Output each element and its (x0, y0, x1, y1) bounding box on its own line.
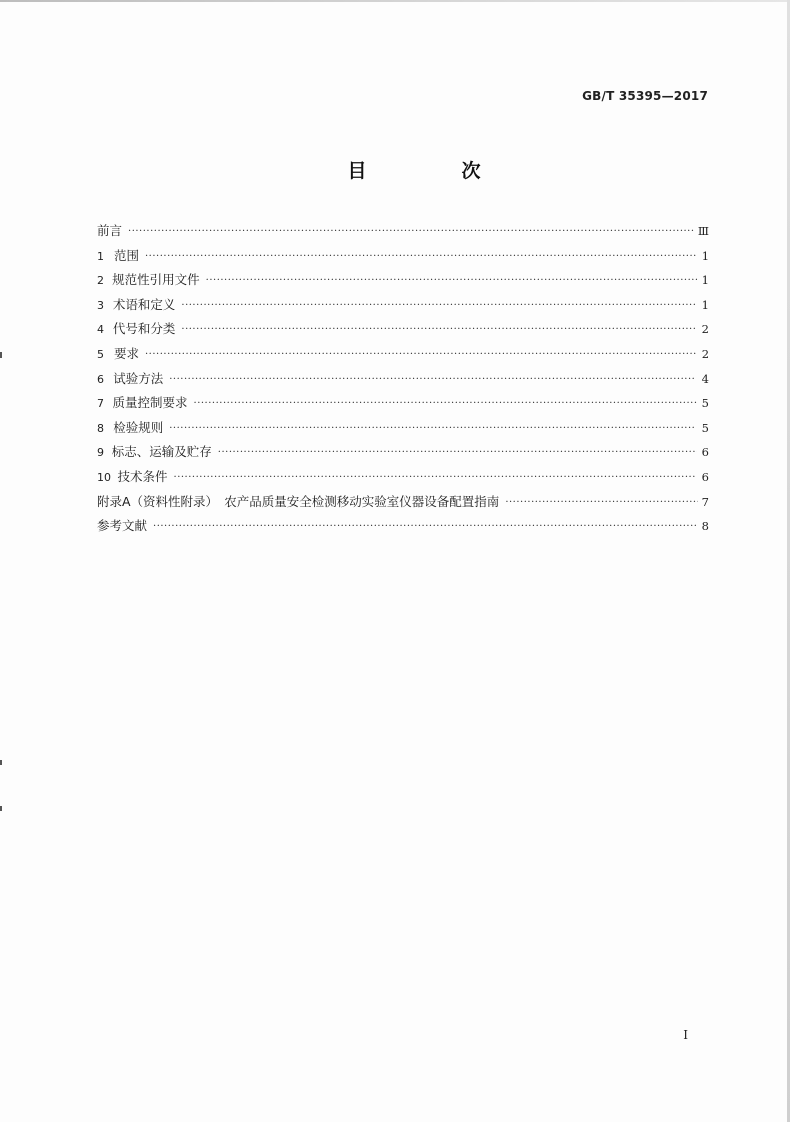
toc-entry-label: 质量控制要求 (112, 395, 188, 411)
toc-entry-label: 前言 (97, 223, 123, 238)
toc-title: 目 次 (347, 160, 519, 182)
toc-entry-page: Ⅲ (697, 224, 709, 238)
toc-entry[interactable] (97, 490, 709, 515)
toc-entry-label: 技术条件 (117, 468, 168, 484)
toc-entry-number: 4 (97, 323, 104, 337)
toc-entry-label: 范围 (113, 247, 139, 263)
toc-entry-number: 7 (97, 397, 104, 411)
toc-entry[interactable] (97, 465, 709, 490)
toc-entry[interactable] (97, 440, 709, 465)
toc-leader-dots (169, 417, 696, 442)
standard-code: GB/T 35395—2017 (582, 89, 708, 103)
toc-entry-page: 2 (701, 346, 710, 361)
toc-entry-number: 5 (97, 347, 104, 361)
toc-leader-dots (194, 392, 697, 417)
toc-leader-dots (153, 515, 696, 540)
toc-entry-label: 附录A（资料性附录） 农产品质量安全检测移动实验室仪器设备配置指南 (97, 493, 500, 509)
page-number: I (683, 1028, 688, 1042)
toc-entry-label: 参考文献 (97, 518, 148, 534)
toc-leader-dots (206, 269, 697, 294)
toc-entry-page: 5 (701, 420, 709, 435)
toc-entry[interactable] (97, 317, 709, 342)
toc-leader-dots (128, 220, 694, 245)
toc-entry[interactable] (97, 416, 709, 441)
toc-leader-dots (145, 343, 696, 368)
scan-mark (0, 806, 2, 811)
toc-entry-number: 10 (97, 470, 111, 484)
toc-entry[interactable] (97, 219, 709, 244)
toc-entry-page: 1 (701, 248, 710, 263)
toc-leader-dots (174, 466, 697, 491)
toc-entry-page: 6 (701, 469, 709, 484)
toc-entry-page: 1 (701, 273, 709, 288)
toc-leader-dots (145, 245, 696, 270)
toc-entry-page: 6 (701, 445, 709, 460)
toc-entry-label: 标志、运输及贮存 (111, 444, 212, 460)
toc-entry[interactable] (97, 391, 709, 416)
toc-entry-page: 1 (701, 297, 709, 312)
toc-entry-number: 2 (97, 274, 104, 288)
toc-entry-label: 规范性引用文件 (112, 272, 200, 288)
toc-entry-page: 2 (701, 322, 709, 337)
toc-entry-label: 试验方法 (113, 370, 164, 386)
toc-entry-label: 代号和分类 (112, 321, 176, 337)
toc-leader-dots (181, 294, 696, 319)
toc-entry-page: 4 (701, 371, 709, 386)
toc-leader-dots (169, 368, 696, 393)
toc-entry-number: 1 (97, 249, 104, 263)
toc-entry-label: 要求 (113, 345, 139, 361)
scan-mark (0, 352, 2, 358)
toc-entry-page: 8 (701, 519, 709, 534)
toc-entry[interactable] (97, 293, 709, 318)
toc-entry-number: 8 (97, 421, 104, 435)
toc-entry-label: 术语和定义 (112, 296, 176, 312)
toc-leader-dots (218, 441, 697, 466)
toc-entry-number: 6 (97, 372, 104, 386)
scan-mark (0, 760, 2, 765)
toc-entry[interactable] (97, 367, 709, 392)
toc-entry-page: 5 (701, 396, 709, 411)
toc-entry-label: 检验规则 (113, 419, 164, 435)
toc-entry[interactable] (97, 342, 709, 367)
toc-entry-page: 7 (701, 494, 709, 509)
toc-entry[interactable] (97, 244, 709, 269)
table-of-contents (97, 219, 709, 539)
toc-leader-dots (181, 318, 696, 343)
toc-entry-number: 3 (97, 298, 104, 312)
toc-entry[interactable] (97, 268, 709, 293)
toc-entry[interactable] (97, 514, 709, 539)
toc-leader-dots (505, 491, 697, 516)
toc-entry-number: 9 (97, 446, 104, 460)
scan-edge-top (0, 0, 790, 2)
